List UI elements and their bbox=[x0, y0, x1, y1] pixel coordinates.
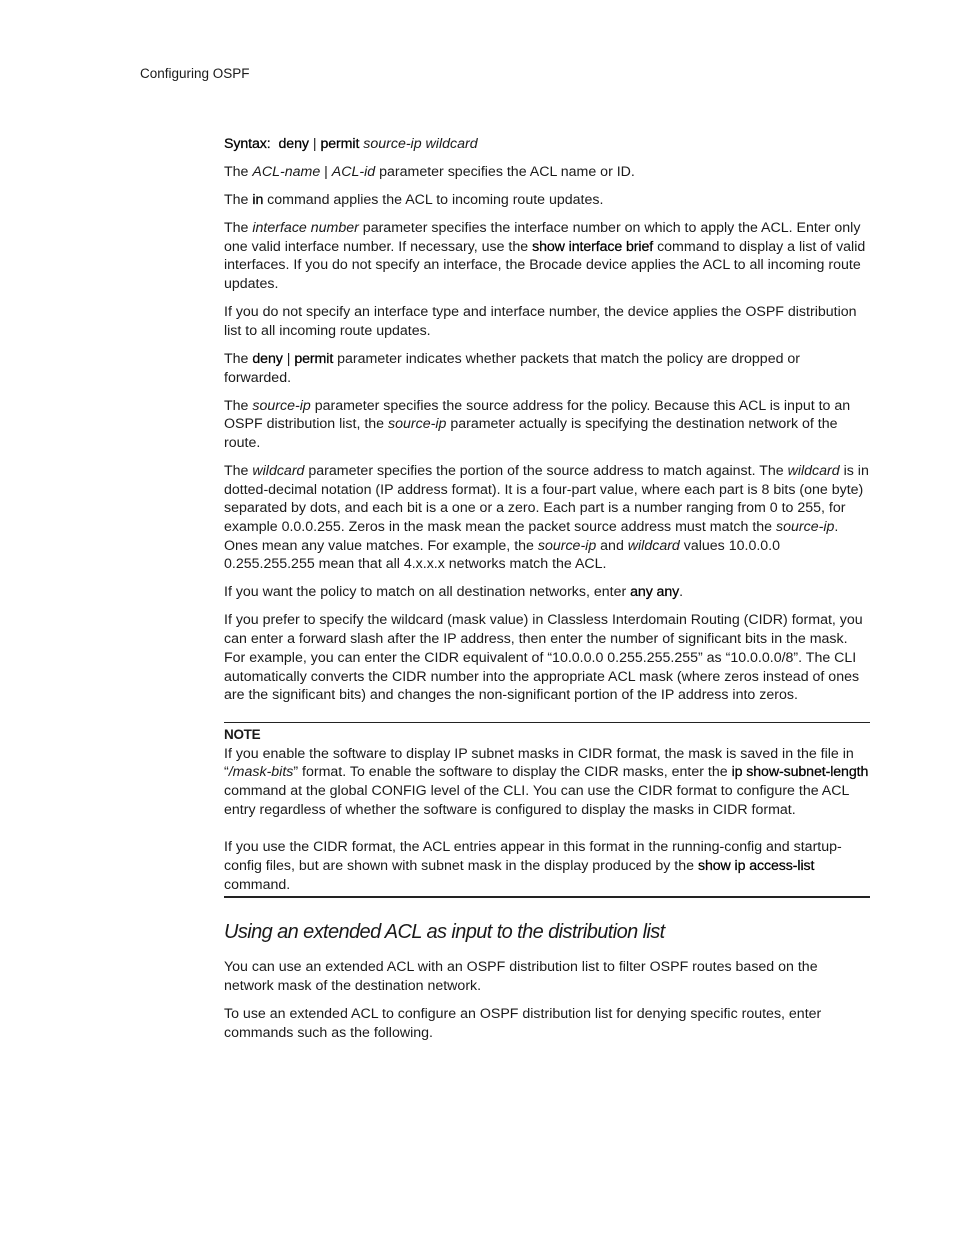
command-show-ip-access-list: show ip access-list bbox=[697, 857, 815, 874]
text: parameter specifies the source address for the policy. Because this ACL is input to an OSPF distribution list, the bbox=[224, 397, 851, 433]
text: | bbox=[320, 164, 332, 180]
text: command applies the ACL to incoming route updates. bbox=[263, 192, 604, 208]
text: parameter specifies the interface number on which to apply the ACL. Enter only one valid interface number. If necessary, use the bbox=[224, 220, 861, 255]
text: The bbox=[224, 192, 253, 208]
text: The bbox=[224, 462, 253, 479]
para-source-ip bbox=[224, 397, 870, 453]
syntax-permit: permit bbox=[320, 136, 360, 152]
note-para-1 bbox=[224, 745, 870, 820]
param-source-ip: source-ip bbox=[388, 416, 447, 433]
para-any-any bbox=[224, 583, 870, 602]
text: values 10.0.0.0 0.255.255.255 mean that all 4.x.x.x networks match the ACL. bbox=[224, 537, 780, 573]
section-heading: Using an extended ACL as input to the distribution list bbox=[224, 921, 665, 944]
text: command at the global CONFIG level of the CLI. You can use the CIDR format to configure the ACL entry regardless of whether the software is configured to display the masks in CIDR format. bbox=[224, 783, 849, 818]
command-any-any: any any bbox=[630, 584, 680, 601]
command-show-interface-brief: show interface brief bbox=[532, 238, 654, 255]
param-acl-name: ACL-name bbox=[252, 164, 321, 180]
text: If you use the CIDR format, the ACL entries appear in this format in the running-config and startup-config files, but are shown with subnet mask in the display produced by the bbox=[224, 839, 842, 874]
text: The bbox=[224, 220, 253, 236]
text: . Ones mean any value matches. For example, the bbox=[224, 519, 839, 554]
param-mask-bits: /mask-bits bbox=[228, 764, 294, 781]
text: parameter indicates whether packets that match the policy are dropped or forwarded. bbox=[224, 350, 801, 386]
param-acl-id: ACL-id bbox=[331, 164, 376, 180]
para-cidr: If you prefer to specify the wildcard (mask value) in Classless Interdomain Routing (CIDR) format, you can enter a forward slash after the IP address, then enter the number of significant bits in the mask. For example, you can enter the CIDR equivalent of “10.0.0.0 0.255.255.255” as “10.0.0.0/8”. The CLI automatically converts the CIDR number into the appropriate ACL mask (where zeros instead of ones are the significant bits) and changes the non-significant portion of the IP address into zeros. bbox=[224, 612, 863, 704]
text: ” format. To enable the software to display the CIDR masks, enter the bbox=[293, 764, 732, 781]
text: The bbox=[224, 350, 253, 367]
syntax-deny: deny bbox=[278, 136, 309, 152]
param-source-ip: source-ip bbox=[537, 537, 597, 554]
page-content bbox=[224, 135, 870, 1052]
command-deny: deny bbox=[252, 350, 283, 367]
text: is in dotted-decimal notation (IP address format). It is a four-part value, where each part is 8 bits (one byte) separated by dots, and each bit is a one or a zero. Each part is a number ranging from 0 to 255, for example 0.0.0.255. Zeros in the mask mean the packet source address must match the bbox=[224, 462, 869, 536]
para-interface-number bbox=[224, 219, 870, 294]
text: parameter specifies the portion of the source address to match against. The bbox=[304, 462, 788, 479]
section-para-1: You can use an extended ACL with an OSPF distribution list to filter OSPF routes based on the network mask of the destination network. bbox=[224, 959, 818, 994]
text: If you want the policy to match on all destination networks, enter bbox=[224, 584, 631, 601]
note-box bbox=[224, 722, 870, 898]
param-wildcard: wildcard bbox=[787, 462, 840, 479]
text: | bbox=[282, 350, 295, 367]
command-in: in bbox=[252, 192, 264, 208]
param-wildcard: wildcard bbox=[252, 462, 305, 479]
text: If you enable the software to display IP subnet masks in CIDR format, the mask is saved in the file in “ bbox=[224, 745, 854, 781]
syntax-args: source-ip wildcard bbox=[363, 136, 478, 152]
param-wildcard: wildcard bbox=[627, 537, 680, 554]
syntax-sep: | bbox=[308, 136, 321, 152]
syntax-line bbox=[224, 135, 870, 154]
command-permit: permit bbox=[294, 350, 334, 367]
running-header: Configuring OSPF bbox=[140, 66, 250, 81]
param-source-ip: source-ip bbox=[776, 519, 835, 536]
para-deny-permit bbox=[224, 350, 870, 387]
note-title: NOTE bbox=[224, 726, 261, 742]
text: command to display a list of valid interfaces. If you do not specify an interface, the Brocade device applies the ACL to all incoming route updates. bbox=[224, 238, 866, 293]
text: parameter specifies the ACL name or ID. bbox=[375, 164, 635, 180]
param-source-ip: source-ip bbox=[252, 397, 311, 414]
text: . bbox=[679, 584, 684, 601]
command-ip-show-subnet-length: ip show-subnet-length bbox=[731, 764, 869, 781]
para-in-command bbox=[224, 191, 870, 210]
text: command. bbox=[224, 876, 291, 893]
para-acl-name bbox=[224, 163, 870, 182]
text: parameter actually is specifying the destination network of the route. bbox=[224, 416, 838, 451]
text: and bbox=[596, 537, 628, 554]
text: The bbox=[224, 397, 253, 414]
param-interface-number: interface number bbox=[252, 220, 359, 236]
para-wildcard bbox=[224, 462, 870, 574]
para-no-interface: If you do not specify an interface type and interface number, the device applies the OSPF distribution list to all incoming route updates. bbox=[224, 304, 857, 339]
text: The bbox=[224, 164, 253, 180]
note-para-2 bbox=[224, 838, 870, 894]
syntax-label: Syntax: bbox=[224, 136, 271, 152]
section-para-2: To use an extended ACL to configure an OSPF distribution list for denying specific routes, enter commands such as the following. bbox=[224, 1005, 822, 1041]
